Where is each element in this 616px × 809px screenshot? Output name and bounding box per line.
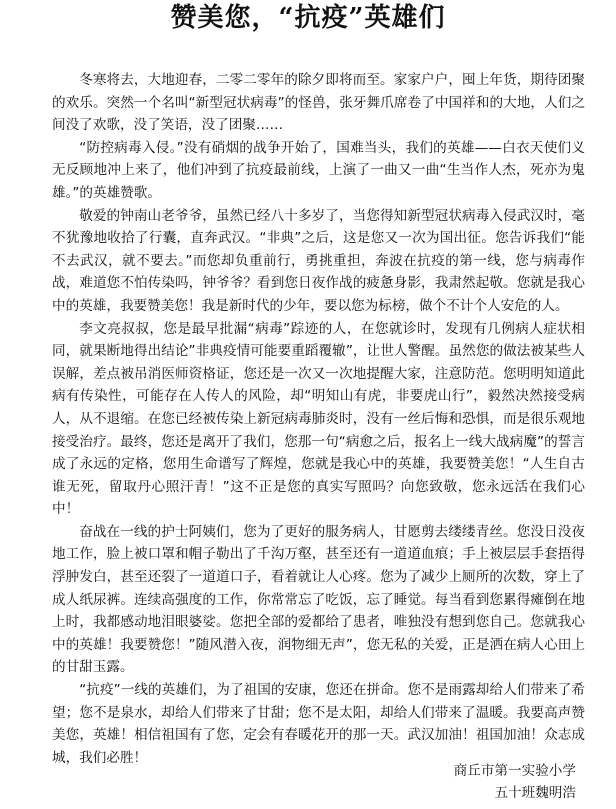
school-name: 商丘市第一实验小学 [453, 763, 576, 779]
paragraph-3: 敬爱的钟南山老爷爷，虽然已经八十多岁了，当您得知新型冠状病毒入侵武汉时，毫不犹豫地收拾了行囊，直奔武汉。“非典”之后，这是您又一次为国出征。您告诉我们“能不去武汉，就不要去。”而您却负重前行，勇挑重担，奔波在抗疫的第一线，您与病毒作战，难道您不怕传染吗，钟爷爷？看到您日夜作战的疲惫身影，我肃然起敬。您就是我心中的英雄，我要赞美您！我是新时代的少年，要以您为标榜，做个不计个人安危的人。 [52, 207, 585, 314]
signature-block [454, 760, 576, 804]
essay-body [52, 69, 585, 769]
essay-title: 赞美您，“抗疫”英雄们 [170, 3, 446, 33]
paragraph-6: “抗疫”一线的英雄们，为了祖国的安康，您还在拼命。您不是雨露却给人们带来了希望；您不是泉水，却给人们带来了甘甜；您不是太阳，却给人们带来了温暖。我要高声赞美您，英雄！相信祖国有了您，定会有春暖花开的那一天。武汉加油！祖国加油！众志成城，我们必胜！ [52, 682, 585, 766]
author-name: 五十班魏明浩 [494, 785, 576, 801]
paragraph-4: 李文亮叔叔，您是最早批漏“病毒”踪迹的人，在您就诊时，发现有几例病人症状相同，就果断地得出结论”非典疫情可能要重蹈覆辙”，让世人警醒。虽然您的做法被某些人误解，差点被吊消医师资格证，您还是一次又一次地提醒大家，注意防范。您明明知道此病有传染性，可能存在人传人的风险，却“明知山有虎，非要虎山行”，毅然决然接受病人，从不退缩。在您已经被传染上新冠病毒肺炎时，没有一丝后悔和恐惧，而是很乐观地接受治疗。最终，您还是离开了我们，您那一句“病愈之后，报名上一线大战病魔”的誓言成了永远的定格，您用生命谱写了辉煌，您就是我心中的英雄，我要赞美您！“人生自古谁无死，留取丹心照汗青！”这不正是您的真实写照吗？向您致敬，您永远活在我们心中！ [52, 320, 585, 518]
paragraph-1: 冬寒将去，大地迎春，二零二零年的除夕即将而至。家家户户，囤上年货，期待团聚的欢乐。突然一个名叫“新型冠状病毒”的怪兽，张牙舞爪席卷了中国祥和的大地，人们之间没了欢歌，没了笑语，没了团聚…… [52, 72, 585, 134]
paragraph-2: “防控病毒入侵。”没有硝烟的战争开始了，国难当头，我们的英雄——白衣天使们义无反顾地冲上来了，他们冲到了抗疫最前线，上演了一曲又一曲“生当作人杰，死亦为鬼雄。”的英雄赞歌。 [52, 139, 585, 201]
paragraph-5: 奋战在一线的护士阿姨们，您为了更好的服务病人，甘愿剪去缕缕青丝。您没日没夜地工作，脸上被口罩和帽子勒出了千沟万壑，甚至还有一道道血痕；手上被层层手套捂得浮肿发白，甚至还裂了一道道口子，看着就让人心疼。您为了减少上厕所的次数，穿上了成人纸尿裤。连续高强度的工作，你常常忘了吃饭，忘了睡觉。每当看到您累得瘫倒在地上时，我都感动地泪眼婆娑。您把全部的爱都给了患者，唯独没有想到您自己。您就我心中的英雄！我要赞您！”随风潜入夜，润物细无声”，您无私的关爱，正是洒在病人心田上的甘甜玉露。 [52, 523, 585, 676]
